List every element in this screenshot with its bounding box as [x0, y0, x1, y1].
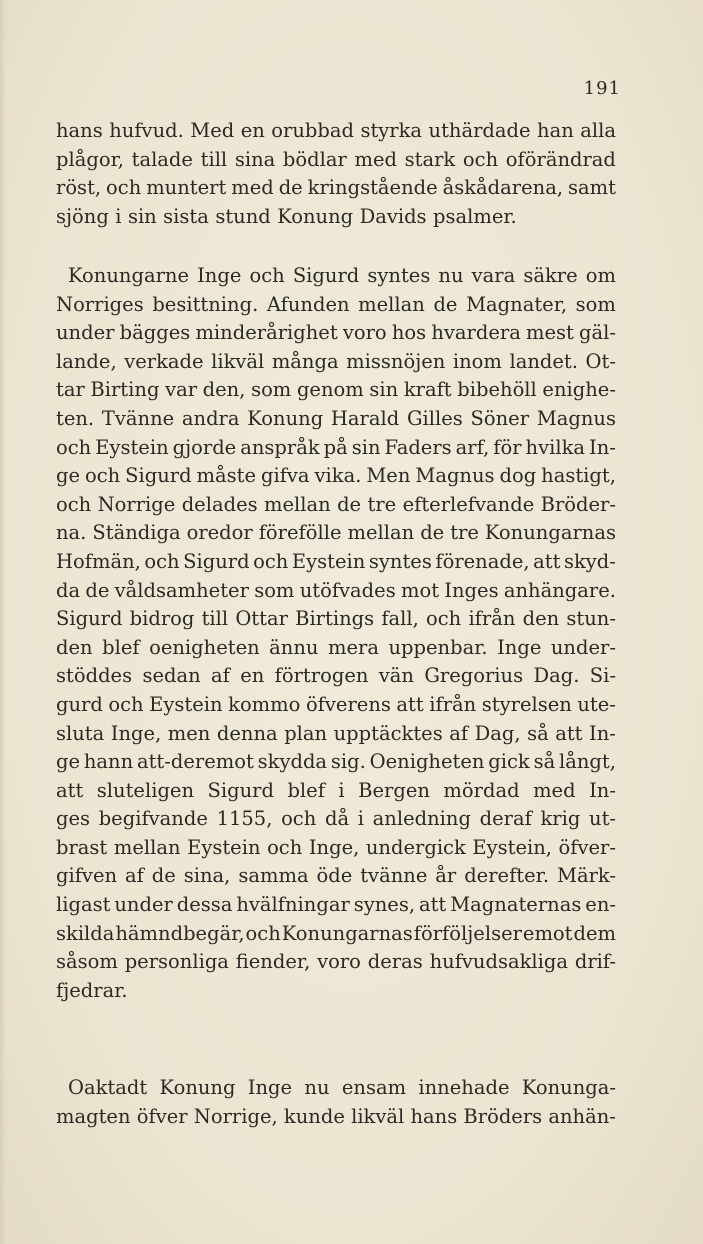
page-edge-shadow	[0, 0, 6, 1244]
paragraph-1	[56, 117, 616, 231]
text-line: tar Birting var den, som genom sin kraft bibehöll enighe-	[56, 378, 616, 402]
text-line: brast mellan Eystein och Inge, undergick Eystein, öfver-	[56, 835, 616, 859]
text-line: ge hann att-deremot skydda sig. Oenigheten gick så långt,	[56, 750, 616, 774]
text-line: och Eystein gjorde anspråk på sin Faders arf, för hvilka In-	[56, 435, 616, 459]
text-line: gurd och Eystein kommo öfverens att ifrån styrelsen ute-	[56, 692, 616, 716]
text-line: sjöng i sin sista stund Konung Davids psalmer.	[56, 204, 517, 228]
paragraph-2	[56, 262, 616, 1005]
text-line: Oaktadt Konung Inge nu ensam innehade Konunga-	[68, 1076, 616, 1099]
text-line: ten. Tvänne andra Konung Harald Gilles Söner Magnus	[56, 406, 616, 430]
page-number: 191	[583, 78, 621, 99]
text-line: fjedrar.	[56, 978, 128, 1002]
text-line: ges begifvande 1155, och då i anledning deraf krig ut-	[56, 807, 616, 831]
paragraph-3	[56, 1074, 616, 1131]
text-line: att sluteligen Sigurd blef i Bergen mördad med In-	[56, 778, 616, 802]
text-line: lande, verkade likväl många missnöjen inom landet. Ot-	[56, 349, 616, 373]
text-line: ligast under dessa hvälfningar synes, att Magnaternas en-	[56, 893, 616, 917]
text-line: den blef oenigheten ännu mera uppenbar. Inge under-	[56, 635, 616, 659]
text-line: da de våldsamheter som utöfvades mot Inges anhängare.	[56, 578, 616, 602]
text-line: na. Ständiga oredor förefölle mellan de tre Konungarnas	[56, 521, 616, 545]
text-line: Hofmän, och Sigurd och Eystein syntes förenade, att skyd-	[56, 549, 616, 573]
text-line: gifven af de sina, samma öde tvänne år derefter. Märk-	[56, 864, 616, 888]
text-line: Sigurd bidrog till Ottar Birtings fall, och ifrån den stun-	[56, 607, 616, 631]
text-line: såsom personliga fiender, voro deras hufvudsakliga drif-	[56, 950, 616, 974]
text-line: skilda hämndbegär, och Konungarnas förföljelser emot dem	[56, 921, 616, 945]
text-line: röst, och muntert med de kringstående åskådarena, samt	[56, 176, 616, 200]
text-line: ge och Sigurd måste gifva vika. Men Magnus dog hastigt,	[56, 464, 616, 488]
text-line: Konungarne Inge och Sigurd syntes nu vara säkre om	[68, 264, 616, 287]
text-line: under bägges minderårighet voro hos hvardera mest gäl-	[56, 321, 616, 345]
text-line: Norriges besittning. Afunden mellan de Magnater, som	[56, 292, 616, 316]
text-line: magten öfver Norrige, kunde likväl hans Bröders anhän-	[56, 1104, 616, 1128]
text-line: sluta Inge, men denna plan upptäcktes af Dag, så att In-	[56, 721, 616, 745]
text-line: stöddes sedan af en förtrogen vän Gregorius Dag. Si-	[56, 664, 616, 688]
text-line: plågor, talade till sina bödlar med stark och oförändrad	[56, 147, 616, 171]
text-line: och Norrige delades mellan de tre efterlefvande Bröder-	[56, 492, 616, 516]
text-line: hans hufvud. Med en orubbad styrka uthärdade han alla	[56, 119, 616, 142]
